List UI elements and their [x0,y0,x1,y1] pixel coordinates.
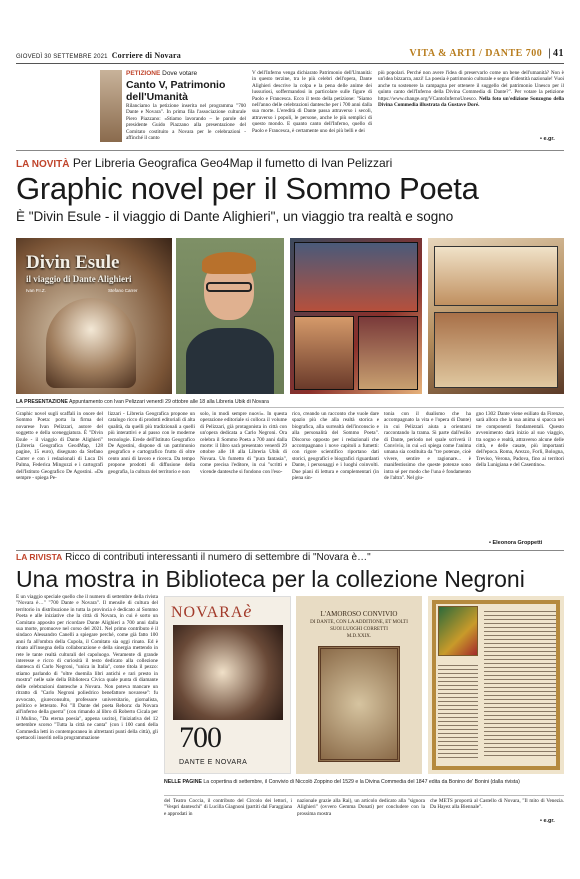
petition-signature: • e.gr. [540,136,555,142]
graphic-caption-kicker: LA PRESENTAZIONE [16,399,68,405]
cover-illustration [46,298,136,388]
page-header [16,48,564,64]
mostra-kicker: LA RIVISTA [16,552,63,562]
mostra-caption-kicker: NELLE PAGINE [164,779,202,785]
divider [16,407,564,408]
mostra-kicker-rest: Ricco di contributi interessanti il numero di settembre di "Novara è…" [65,552,371,563]
divider [16,150,564,151]
mostra-col-main: È un viaggio speciale quello che il numero di settembre della rivista "Novara è…" "700 Dante e Novara". Il mensile di cultura del territorio in distribuzione in tutta la provincia è dedicato al Sommo Poeta e alle iniziative che la città di Novara, in cui è sorto un Comitato apposito per ricordare Dante Alighieri a 700 anni dalla sua morte, promuove nel corso del 2021. Nel primo contributo è il sindaco Alessandro Canelli a spiegare perché, come già fatto 100 anni fa all'ombra della Cupola, il Comitato sia oggi rinato. Ed è rinato all'insegna della collaborazione e della sinergia mettendo in rete le tante realtà culturali del capoluogo. Veramente di grande interesse e ricco di curiosità il testo dedicato alla collezione dantesca di Carlo Negroni, "unica in Italia", come titola il pezzo: stiamo parlando di "oltre duemila libri antichi e rari presto in mostra" nelle sale della Biblioteca Civica quale punta di diamante delle celebrazioni dantesche a Novara. Non poteva mancare un ritratto di "Carlo Negroni poliedrico benefattore novarese": fu avvocato, giureconsulto, professore universitario, giornalista, politico e letterato. Poi "Il Dante del poeta Rebora: da Novara all'inferno della guerra" (con rimando al libro di Roberto Cicala per il Mulino, "Da eterna poesia", appena uscito), l'iniziativa del 12 settembre scorso "Tutta la città ne canta" (con i 100 canti della Commedia letti in contemporanea in altrettanti punti della città), gli spettacoli inseriti nella programmazione [16,594,158,741]
header-page-number: 41 [553,48,564,59]
graphic-kicker-line [16,156,564,170]
mostra-headline: Una mostra in Biblioteca per la collezione Negroni [16,566,525,592]
petition-col-3-text: più popolari. Perché non avere l'idea di preservarlo come un bene dell'umanità? Non è un'idea bizzarra, anzi! La poesia è patrimonio culturale e segno d'identità nazionale! Vuoi anche tu sostenere la campagna per ottenere il suggello del patrimonio Unesco per il quinto canto dell'Inferno della Divina Commedia di Dante?". Per votare la petizione https://www.change.org/VCantoInfernoUnesco. [378,70,564,102]
convivio-title-1: L'AMOROSO CONVIVIO [320,610,398,618]
mostra-col-2: del Teatro Coccia, il contributo del Circolo dei lettori, i "Vespri danteschi" di Lucilla Giagnoni (partiti dal Faraggiana e approdati in [164,798,292,817]
header-paper: Corriere di Novara [111,51,181,60]
book-cover-image [16,238,172,394]
author-glasses [206,282,252,292]
rivista-cover-image [164,596,291,774]
rivista-footer: DANTE E NOVARA [179,759,248,766]
mostra-col-3: nazionale grazie alla Rai), un articolo dedicato alla "signora Alighieri" (ovvero Gemma Donati) per concludere con la prossima mostra [297,798,425,817]
convivio-page-image [296,596,422,774]
comic-page-2 [428,238,564,394]
petition-col-3-bold: Nella foto un'edizione Sonzogno della Divina Commedia illustrata da Gustave Doré. [378,95,564,109]
rivista-number: 700 [179,721,221,754]
petition-title: Canto V, Patrimonio dell'Umanità [126,79,226,103]
graphic-col-3: solo, in modi sempre nuovi». In questa operazione editoriale si colloca il volume di Pelizzari, già protagonista in città con un'opera dedicata a Carlo Negroni. Ora celebra il Sommo Poeta a 700 anni dalla morte: il libro sarà presentato venerdì 29 ottobre alle 18 alla Libreria Ubik di Novara. Un fumetto di "pura fantasia", come precisa l'editore, in cui "scritti e vicende dantesche si fondono con l'eso- [200,411,287,475]
petition-thumbnail [100,70,122,142]
mostra-caption [164,779,564,793]
convivio-year: M.D.XXIX. [346,634,372,639]
graphic-col-5: tonia con il dualismo che ha accompagnato la vita e l'opera di Dante) in cui Pelizzari aiuta a orientarsi raccontando la trama. Si parte dall'esilio di Dante, periodo nel quale scriverà il Convivio, in cui «ci spiega come l'anima umana sia costituita da "tre potenze, cioè vivere, sentire e ragionare... è manifestissimo che queste potenze sono intra sé per modo che l'una è fondamento de l'altra". Nel giu- [384,411,471,482]
petition-col-2: V dell'Inferno venga dichiarato Patrimonio dell'Umanità: in questo terzine, tra le più celebri dell'opera, Dante Alighieri descrive la colpa e la pena delle anime dei lussuriosi, soffermandosi in particolare sulle figure di Paolo e Francesca. Ecco il testo della petizione: "Siamo nell'anno delle celebrazioni dantesche per i 700 anni dalla sua morte. L'eredità di Dante passa attraverso i secoli, attraverso i popoli, le persone, anche le più semplici di questo mondo. E quanto canto dell'Inferno, quello di Paolo e Francesca, è certamente uno dei più belli e dei [252,70,372,134]
author-hair [202,252,256,274]
graphic-caption [16,399,564,406]
author-shirt [186,328,274,394]
graphic-col-4: rico, creando un racconto che vuole dare spazio più che alla realtà storica e biografica, alla surrealtà dell'inconscio e alla personalità del Sommo Poeta". Discorso opposto per i redazionali che accompagnano i nove capitoli a fumetti: con rigore scientifico riportano dati storici, geografici e biografici riguardanti Dante, i personaggi e i luoghi coinvolti. Due piani di lettura e complementari (in piena sin- [292,411,379,482]
convivio-title-3: SUOI LUOGHI CORRETTI [330,627,388,632]
header-page-divider: | [548,48,551,59]
mostra-kicker-line [16,552,564,563]
header-section: VITA & ARTI / DANTE 700 [409,48,543,59]
author-photo [176,238,284,394]
petition-col-1: Rilanciamo la petizione inserita nel programma "700 Dante e Novara". In prima fila l'associazione culturale Piero Piazzano: «Stiamo lavorando – le parole del presidente Guido Piazzano alla presentazione del Comitato costituito a Novara per le celebrazioni - affinché il canto [126,103,246,142]
cover-title: Divin Esule [26,252,120,273]
graphic-col-1: Graphic novel sugli scaffali in onore del Sommo Poeta: porta la firma del novarese Ivan Pelizzari, autore del soggetto e della sceneggiatura. È "Divin Esule - il viaggio di Dante Alighieri" (Libreria Geografica Geo4Map, 128 pagine, 15 euro), disegnato da Stefano Carrer e con i redazionali di Luca Di Palma, Federica Mingozzi e i cartografi dell'Istituto Geografico De Agostini. «Da sempre - spiega Pe- [16,411,103,482]
graphic-signature: • Eleonora Groppetti [489,540,543,546]
commedia-page-image [428,596,564,774]
convivio-woodcut [318,646,400,762]
cover-author-1: Ivan P.I.Z. [26,288,46,293]
rivista-portrait [173,625,283,720]
petition-header [126,70,246,103]
graphic-kicker: LA NOVITÀ [16,159,70,170]
graphic-caption-text: Appuntamento con Ivan Pelizzari venerdì 29 ottobre alle 18 alla Libreria Ubik di Novara [69,399,269,405]
mostra-col-4: che METS proporrà al Castello di Novara, "Il mito di Venezia. Da Hayez alla Biennale". [430,798,564,811]
petition-kicker: PETIZIONE [126,70,161,77]
petition-kicker-rest: Dove votare [162,70,198,77]
rivista-title: NOVARA [171,604,244,621]
cover-author-2: Stefano Carrer [108,288,138,293]
graphic-subhead: È "Divin Esule - il viaggio di Dante Alighieri", un viaggio tra realtà e sogno [16,209,454,224]
graphic-headline: Graphic novel per il Sommo Poeta [16,171,479,206]
petition-col-3 [378,70,564,144]
divider [164,795,564,796]
graphic-col-6: gno 1302 Dante viene esiliato da Firenze, sarà allora che la sua anima si spacca nei tre componenti fondamentali. Questo avvenimento darà inizio al suo viaggio, tra sogno e realtà, attraverso alcune delle città, e delle casate, più importanti dell'epoca. Roma, Arezzo, Forlì, Bologna, Treviso, Verona, Padova, fino ai territori della Lunigiana e del Casentino». [476,411,564,469]
mostra-caption-text: La copertina di settembre, il Convivio di Niccolò Zoppino del 1529 e la Divina Commedia del 1847 edita da Bonino de' Bonini (dalla rivista) [203,779,520,785]
header-date: GIOVEDÌ 30 SETTEMBRE 2021 [16,54,108,60]
rivista-title-e: è [243,601,253,621]
graphic-kicker-rest: Per Libreria Geografica Geo4Map il fumetto di Ivan Pelizzari [72,156,393,170]
divider [16,550,564,551]
convivio-title-2: DI DANTE, CON LA ADDITIONE, ET MOLTI [310,620,408,625]
graphic-col-2: lizzari - Libreria Geografica propone un catalogo ricco di prodotti editoriali di alta qualità, da quelli più tradizionali a quelli più interattivi e al passo con le moderne tecnologie. Erede dell'Istituto Geografico De Agostini, dispone di un patrimonio geografico e cartografico frutto di oltre cento anni di lavoro e ricerca. Da tempo propone prodotti di diffusione della geografia, la cultura del territorio e non [108,411,195,475]
comic-page-1 [290,238,422,394]
mostra-signature: • e.gr. [540,818,555,824]
cover-subtitle: il viaggio di Dante Alighieri [26,274,132,284]
